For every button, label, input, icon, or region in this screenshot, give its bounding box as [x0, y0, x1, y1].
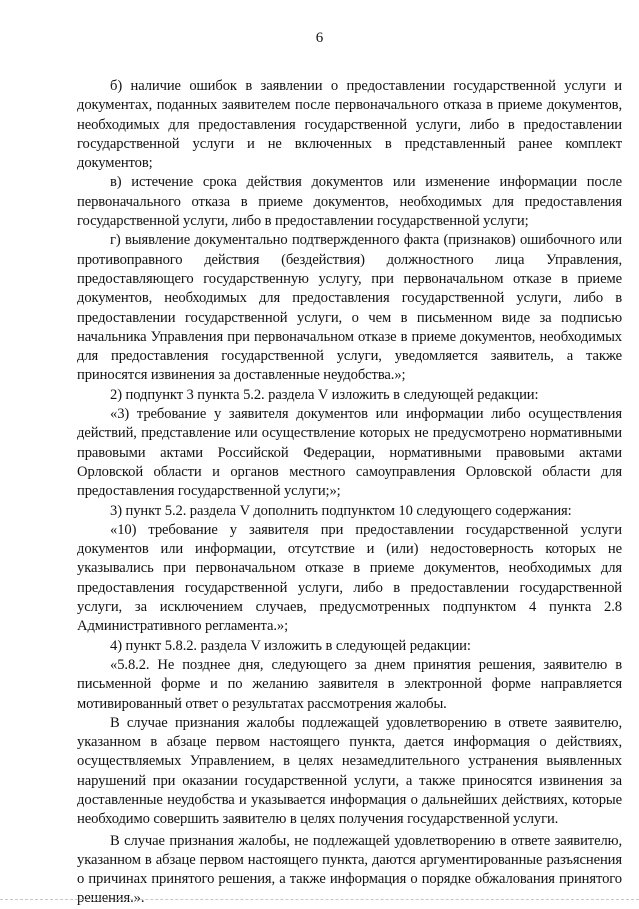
paragraph-complaint-rejected: В случае признания жалобы, не подлежащей удовлетворению в ответе заявителю, указанном в абзаце первом настоящего пункта, даются аргументированные разъяснения о причинах принятого решения, а также информация о порядке обжалования принятого решения.».: [77, 832, 622, 907]
paragraph-amendment-3: 3) пункт 5.2. раздела V дополнить подпунктом 10 следующего содержания:: [110, 502, 572, 519]
scan-page-edge: [0, 899, 639, 901]
paragraph-item-v: в) истечение срока действия документов или изменение информации после первоначального отказа в приеме документов, необходимых для предоставления государственной услуги, либо в предоставлении государственной услуги;: [77, 174, 622, 230]
paragraph-5-8-2-text: «5.8.2. Не позднее дня, следующего за днем принятия решения, заявителю в письменной форме и по желанию заявителя в электронной форме направляется мотивированный ответ о результатах рассмотрения жалобы.: [77, 656, 622, 712]
paragraph-amendment-4: 4) пункт 5.8.2. раздела V изложить в следующей редакции:: [110, 637, 471, 654]
paragraph-item-g: г) выявление документально подтвержденного факта (признаков) ошибочного или противоправного действия (бездействия) должностного лица Управления, предоставляющего государственную услугу, при первоначальном отказе в приеме документов, необходимых для предоставления государственной услуги, либо в предоставлении государственной услуги, о чем в письменном виде за подписью начальника Управления при первоначальном отказе в приеме документов, необходимых для предоставления государственной услуги, уведомляется заявитель, а также приносятся извинения за доставленные неудобства.»;: [77, 232, 622, 384]
paragraph-item-b: б) наличие ошибок в заявлении о предоставлении государственной услуги и документах, поданных заявителем после первоначального отказа в приеме документов, необходимых для предоставления государственной услуги, либо в предоставлении государственной услуги и не включенных в представленный ранее комплект документов;: [77, 78, 622, 172]
paragraph-amendment-2: 2) подпункт 3 пункта 5.2. раздела V изложить в следующей редакции:: [110, 386, 539, 403]
paragraph-subitem-10-text: «10) требование у заявителя при предоставлении государственной услуги документов или информации, отсутствие и (или) недостоверность которых не указывались при первоначальном отказе в приеме документов, необходимых для предоставления государственной услуги, либо в предоставлении государственной услуги, за исключением случаев, предусмотренных подпунктом 4 пункта 2.8 Административного регламента.»;: [77, 521, 622, 635]
paragraph-complaint-satisfied: В случае признания жалобы подлежащей удовлетворению в ответе заявителю, указанном в абзаце первом настоящего пункта, дается информация о действиях, осуществляемых Управлением, в целях незамедлительного устранения выявленных нарушений при оказании государственной услуги, а также приносятся извинения за доставленные неудобства и указывается информация о дальнейших действиях, которые необходимо совершить заявителю в целях получения государственной услуги.: [77, 714, 622, 828]
document-body: [77, 77, 622, 909]
paragraph-subitem-3-text: «3) требование у заявителя документов или информации либо осуществления действий, представление или осуществление которых не предусмотрено нормативными правовыми актами Российской Федерации, нормативными правовыми актами Орловской области и органов местного самоуправления Орловской области для предоставления государственной услуги;»;: [77, 406, 622, 500]
page-number: 6: [315, 30, 324, 46]
